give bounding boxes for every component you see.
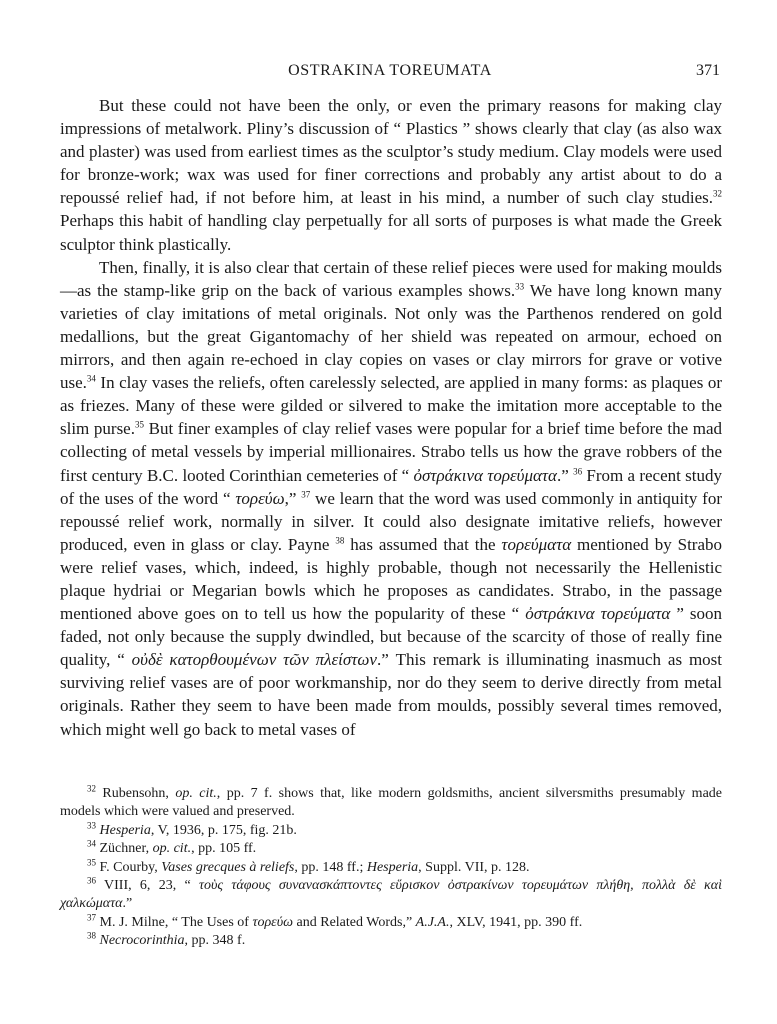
footnote-number: 34 <box>87 838 96 849</box>
footnote-number: 37 <box>87 912 96 923</box>
footnote-italic: A.J.A. <box>415 914 450 930</box>
footnote-33 <box>60 822 722 840</box>
paragraph-2-text-c: In clay vases the reliefs, often carelessly selected, are applied in many forms: as plaques or as friezes. Many of these were gilded or silvered to make the imitation more acceptable to the slim purse. <box>60 373 722 439</box>
footnote-text: and Related Words,” <box>293 914 416 930</box>
footnote-number: 36 <box>87 875 96 886</box>
footnotes <box>60 785 722 951</box>
footnote-text: Züchner, <box>96 841 153 857</box>
footnote-italic: Hesperia <box>366 859 419 875</box>
greek-word-toreuo: τορεύω <box>235 488 285 508</box>
footnote-text: , pp. 105 ff. <box>191 841 257 857</box>
footnote-ref-37: 37 <box>301 488 311 499</box>
paragraph-1-end: Perhaps this habit of handling clay perpetually for all sorts of purposes is what made the Greek sculptor think plastically. <box>60 211 722 254</box>
paragraph-2-text-g: ,” <box>284 488 302 508</box>
paragraph-2 <box>60 256 722 741</box>
footnote-greek: τοὺς τάφους συνανασκάπτοντες εὕρισκον ὀστρακίνων τορευμάτων πλήθη, πολλὰ δὲ καὶ χαλκώματα <box>60 878 722 912</box>
footnote-ref-36: 36 <box>573 465 583 476</box>
paragraph-2-text-h: we learn that the word was used commonly in antiquity for repoussé relief work, normally in silver. It could also designate imitative reliefs, however produced, even in glass or clay. Payne <box>60 488 723 554</box>
paragraph-2-text-b: We have long known many varieties of clay imitations of metal originals. Not only was the Parthenos rendered on gold medallions, but the great Gigantomachy of her shield was repeated on armour, echoed on mirrors, and then again re-echoed in clay copies on vases or clay mirrors for grave or votive use. <box>60 280 722 393</box>
running-head: OSTRAKINA TOREUMATA <box>288 62 492 79</box>
main-text <box>60 94 722 741</box>
footnote-text: , Suppl. VII, p. 128. <box>418 859 530 875</box>
greek-word-toreumata: τορεύματα <box>501 534 572 554</box>
footnote-number: 38 <box>87 930 96 941</box>
footnote-number: 35 <box>87 856 96 867</box>
footnote-ref-34: 34 <box>86 373 96 384</box>
paragraph-2-text-a: Then, finally, it is also clear that certain of these relief pieces were used for making moulds—as the stamp-like grip on the back of various examples shows. <box>60 257 722 300</box>
paragraph-2-text-f: From a recent study of the uses of the word “ <box>60 465 723 508</box>
footnote-35 <box>60 856 722 877</box>
paragraph-2-text-k: ” soon faded, not only because the supply dwindled, but because of the scarcity of those of really fine quality, “ <box>60 604 722 670</box>
page-header <box>60 58 720 88</box>
footnote-text: , pp. 148 ff.; <box>294 859 367 875</box>
greek-phrase-ostrakina-toreumata-2: ὀστράκινα τορεύματα <box>525 604 671 624</box>
paragraph-2-text-i: has assumed that the <box>344 534 502 554</box>
footnote-ref-32: 32 <box>713 188 722 199</box>
footnote-italic: Vases grecques à reliefs <box>161 859 295 875</box>
paragraph-2-text-d: But finer examples of clay relief vases were popular for a brief time before the mad collecting of metal vessels by imperial millionaires. Strabo tells us how the grave robbers of the first century B.C. looted Corinthian cemeteries of “ <box>60 419 723 485</box>
footnote-37 <box>60 914 722 932</box>
footnote-text: Rubensohn, <box>96 786 176 801</box>
footnote-text: , XLV, 1941, pp. 390 ff. <box>449 914 583 930</box>
greek-phrase-oude-katorthoumenon: οὐδὲ κατορθουμένων τῶν πλείστων <box>131 650 377 670</box>
footnote-ref-35: 35 <box>134 419 144 430</box>
footnote-italic: Necrocorinthia <box>96 933 185 949</box>
footnote-text: , pp. 348 f. <box>184 933 246 949</box>
paragraph-1 <box>60 94 722 256</box>
footnote-32 <box>60 785 722 822</box>
footnote-38 <box>60 932 722 950</box>
footnote-text: .” <box>122 896 133 912</box>
paragraph-2-text-j: mentioned by Strabo were relief vases, which, indeed, is highly probable, though not necessarily the Hellenistic plaque hydriai or Megarian bowls which he proposes as candidates. Strabo, in the passage mentioned above goes on to tell us how the popularity of these “ <box>60 534 723 624</box>
footnote-italic: op. cit. <box>175 786 217 801</box>
footnote-italic: op. cit. <box>152 841 192 857</box>
footnote-text: M. J. Milne, “ The Uses of <box>96 914 253 930</box>
paragraph-2-text-e: .” <box>556 465 574 485</box>
footnote-greek: τορεύω <box>252 914 294 930</box>
footnote-text: , pp. 7 f. shows that, like modern goldsmiths, ancient silversmiths presumably made models which were valued and preserved. <box>60 786 722 820</box>
footnote-italic: Hesperia <box>96 822 151 838</box>
footnote-text: VIII, 6, 23, “ <box>96 878 199 894</box>
footnote-ref-38: 38 <box>335 535 345 546</box>
footnote-text: F. Courby, <box>96 859 162 875</box>
footnote-ref-33: 33 <box>515 281 525 292</box>
footnote-number: 32 <box>87 783 96 794</box>
paragraph-2-text-l: .” This remark is illuminating inasmuch as most surviving relief vases are of poor workmanship, nor do they seem to derive directly from metal originals. Rather they seem to have been made from moulds, possibly several times removed, which might well go back to metal vases of <box>60 650 723 739</box>
footnote-number: 33 <box>87 820 96 831</box>
greek-phrase-ostrakina-toreumata: ὀστράκινα τορεύματα <box>413 465 557 485</box>
footnote-36 <box>60 877 722 914</box>
footnote-text: , V, 1936, p. 175, fig. 21b. <box>150 822 297 838</box>
page-number: 371 <box>696 62 720 79</box>
paragraph-1-text: But these could not have been the only, or even the primary reasons for making clay impressions of metalwork. Pliny’s discussion of “ Plastics ” shows clearly that clay (as also wax and plaster) was used from earliest times as the sculptor’s study medium. Clay models were used for bronze-work; wax was used for finer corrections and probably any artist about to do a repoussé relief had, if not before him, at least in his mind, a number of such clay studies. <box>60 96 722 208</box>
footnote-34 <box>60 840 722 858</box>
